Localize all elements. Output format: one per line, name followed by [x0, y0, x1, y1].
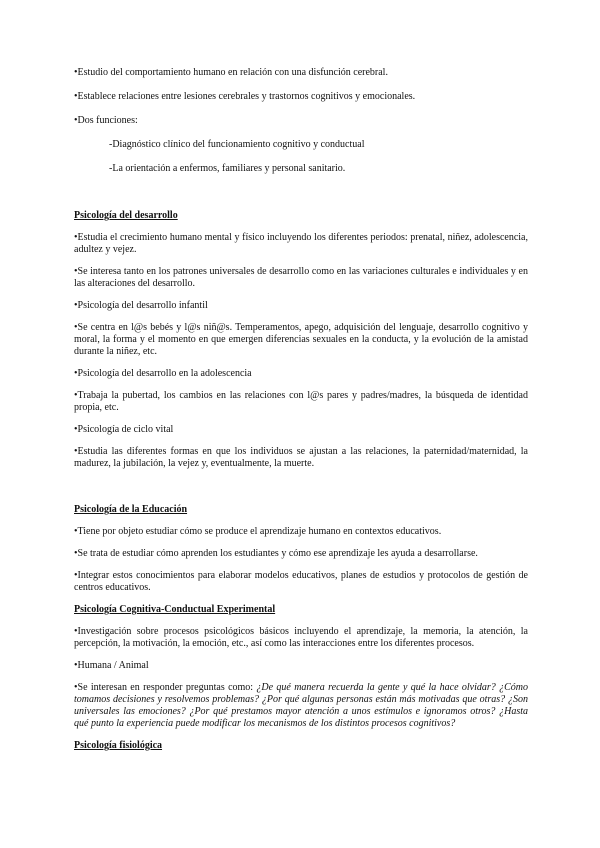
intro-bullet-1: •Estudio del comportamiento humano en relación con una disfunción cerebral.: [74, 67, 388, 78]
cognitiva-paragraph-1: •Investigación sobre procesos psicológicos básicos incluyendo el aprendizaje, la memoria, la atención, la percepción, la motivación, la emoción, etc., así como las interacciones entre los diferentes procesos.: [74, 626, 528, 649]
educacion-paragraph-1: •Tiene por objeto estudiar cómo se produce el aprendizaje humano en contextos educativos.: [74, 526, 442, 537]
cognitiva-paragraph-2: •Humana / Animal: [74, 660, 149, 671]
desarrollo-paragraph-6: •Trabaja la pubertad, los cambios en las relaciones con l@s pares y padres/madres, la búsqueda de identidad propia, etc.: [74, 390, 528, 413]
desarrollo-paragraph-3: •Psicología del desarrollo infantil: [74, 300, 208, 311]
desarrollo-paragraph-4: •Se centra en l@s bebés y l@s niñ@s. Temperamentos, apego, adquisición del lenguaje, desarrollo cognitivo y moral, la forma y el momento en que emergen diferencias sexuales en la conducta, y la evolución de la amistad durante la niñez, etc.: [74, 322, 528, 357]
cognitiva-questions: ¿De qué manera recuerda la gente y qué la hace olvidar? ¿Cómo tomamos decisiones y resolvemos problemas? ¿Por qué algunas personas están más motivadas que otras? ¿Son universales las emociones? ¿Por qué prestamos mayor atención a unos estímulos e ignoramos otros? ¿Hasta qué punto la experiencia puede modificar los mecanismos de los distintos procesos cognitivos?: [74, 682, 528, 729]
intro-function-1: -Diagnóstico clínico del funcionamiento cognitivo y conductual: [109, 139, 365, 150]
heading-educacion: Psicología de la Educación: [74, 504, 188, 515]
educacion-paragraph-2: •Se trata de estudiar cómo aprenden los estudiantes y cómo ese aprendizaje les ayuda a desarrollarse.: [74, 548, 478, 559]
educacion-paragraph-3: •Integrar estos conocimientos para elaborar modelos educativos, planes de estudios y protocolos de gestión de centros educativos.: [74, 570, 528, 593]
cognitiva-paragraph-3: [74, 682, 528, 730]
heading-desarrollo: Psicología del desarrollo: [74, 210, 178, 221]
heading-fisiologica: Psicología fisiológica: [74, 740, 163, 751]
desarrollo-paragraph-5: •Psicología del desarrollo en la adolescencia: [74, 368, 252, 379]
desarrollo-paragraph-2: •Se interesa tanto en los patrones universales de desarrollo como en las variaciones culturales e individuales y en las alteraciones del desarrollo.: [74, 266, 528, 289]
intro-bullet-3: •Dos funciones:: [74, 115, 138, 126]
intro-bullet-2: •Establece relaciones entre lesiones cerebrales y trastornos cognitivos y emocionales.: [74, 91, 416, 102]
document-page: [74, 62, 528, 752]
intro-function-2: -La orientación a enfermos, familiares y personal sanitario.: [109, 163, 346, 174]
desarrollo-paragraph-7: •Psicología de ciclo vital: [74, 424, 174, 435]
desarrollo-paragraph-1: •Estudia el crecimiento humano mental y físico incluyendo los diferentes periodos: prenatal, niñez, adolescencia, adultez y vejez.: [74, 232, 528, 255]
desarrollo-paragraph-8: •Estudia las diferentes formas en que los individuos se ajustan a las relaciones, la paternidad/maternidad, la madurez, la jubilación, la vejez y, eventualmente, la muerte.: [74, 446, 528, 469]
heading-cognitiva: Psicología Cognitiva-Conductual Experimental: [74, 604, 276, 615]
cognitiva-lead-text: •Se interesan en responder preguntas como:: [74, 682, 257, 693]
